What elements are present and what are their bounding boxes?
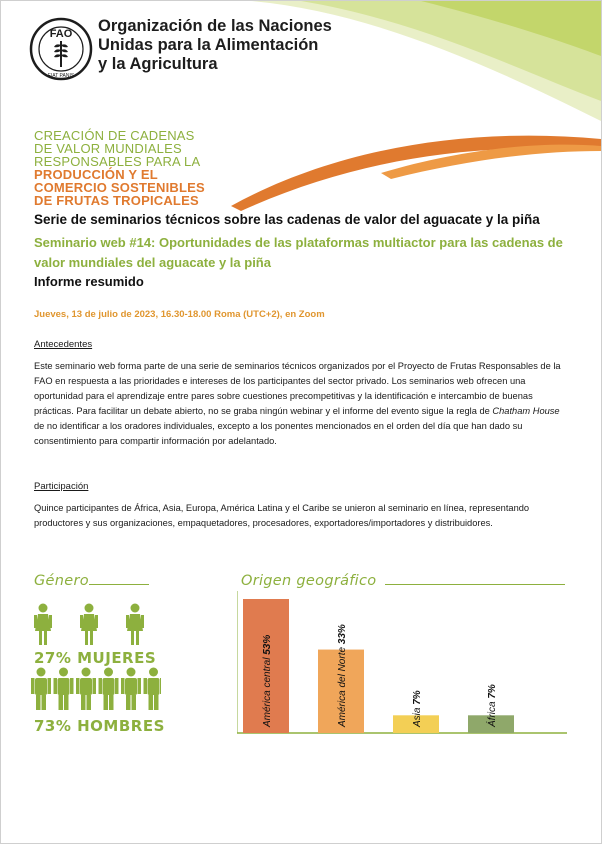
woman-icon: [80, 604, 98, 646]
men-percentage: 73% HOMBRES: [34, 717, 165, 735]
fao-logo: [29, 17, 93, 81]
svg-text:FIAT PANIS: FIAT PANIS: [47, 73, 75, 79]
report-label: Informe resumido: [34, 274, 144, 289]
participation-paragraph: Quince participantes de África, Asia, Europa, América Latina y el Caribe se unieron al seminario en línea, representando productores y sus organizaciones, empaquetadores, procesadores, exportadores/importadores y distribuidores.: [34, 503, 530, 528]
background-paragraph: [34, 359, 570, 449]
organization-name: [98, 17, 332, 74]
project-line-2: DE VALOR MUNDIALES: [34, 141, 182, 156]
women-percentage: 27% MUJERES: [34, 649, 157, 667]
man-icon: [99, 668, 119, 711]
participation-heading: Participación: [34, 481, 89, 492]
org-line-3: y la Agricultura: [98, 55, 218, 73]
man-icon: [144, 668, 162, 711]
org-line-1: Organización de las Naciones: [98, 17, 332, 35]
man-icon: [121, 668, 141, 711]
project-line-1: CREACIÓN DE CADENAS: [34, 128, 195, 143]
man-icon: [54, 668, 74, 711]
origin-bar-chart: [237, 591, 577, 741]
bar-label-0: América central 53%: [262, 634, 273, 727]
bar-label-3: África 7%: [487, 684, 498, 727]
man-icon: [76, 668, 96, 711]
background-heading: Antecedentes: [34, 339, 93, 350]
project-line-6: DE FRUTAS TROPICALES: [34, 193, 199, 208]
event-date: Jueves, 13 de julio de 2023, 16.30-18.00 Roma (UTC+2), en Zoom: [34, 309, 325, 320]
project-line-3: RESPONSABLES PARA LA: [34, 154, 201, 169]
series-title: Serie de seminarios técnicos sobre las cadenas de valor del aguacate y la piña: [34, 212, 540, 227]
gender-title: Género: [34, 573, 89, 589]
background-text-1: Este seminario web forma parte de una serie de seminarios técnicos organizados por el Proyecto de Frutas Responsables de la FAO en respuesta a las prioridades e intereses de los participantes del sector privado. Los seminarios web ofrecen una oportunidad para el aprendizaje entre pares sobre cuestiones precompetitivas y la identificación e intercambio de buenas prácticas. Para facilitar un debate abierto, no se graba ningún webinar y el informe del evento sigue la regla de: [34, 361, 561, 416]
man-icon: [31, 668, 51, 711]
women-icons: [31, 603, 161, 649]
origin-title-rule: [385, 584, 565, 585]
project-line-4: PRODUCCIÓN Y EL: [34, 167, 158, 182]
men-icons: [31, 667, 161, 713]
woman-icon: [34, 604, 52, 646]
gender-title-rule: [89, 584, 149, 585]
background-italic: Chatham House: [492, 406, 560, 416]
org-line-2: Unidas para la Alimentación: [98, 36, 319, 54]
project-line-5: COMERCIO SOSTENIBLES: [34, 180, 205, 195]
project-title: [34, 129, 274, 207]
svg-text:FAO: FAO: [49, 28, 73, 40]
background-text-2: de no identificar a los oradores individuales, excepto a los ponentes mencionados en el orden del día que han dado su consentimiento para compartir información por adelantado.: [34, 421, 523, 446]
origin-chart-title: Origen geográfico: [241, 573, 377, 589]
woman-icon: [126, 604, 144, 646]
bar-label-1: América del Norte 33%: [337, 624, 348, 727]
bar-label-2: Asia 7%: [412, 690, 423, 727]
webinar-title: Seminario web #14: Oportunidades de las plataformas multiactor para las cadenas de valor mundiales del aguacate y la piña: [34, 235, 563, 270]
